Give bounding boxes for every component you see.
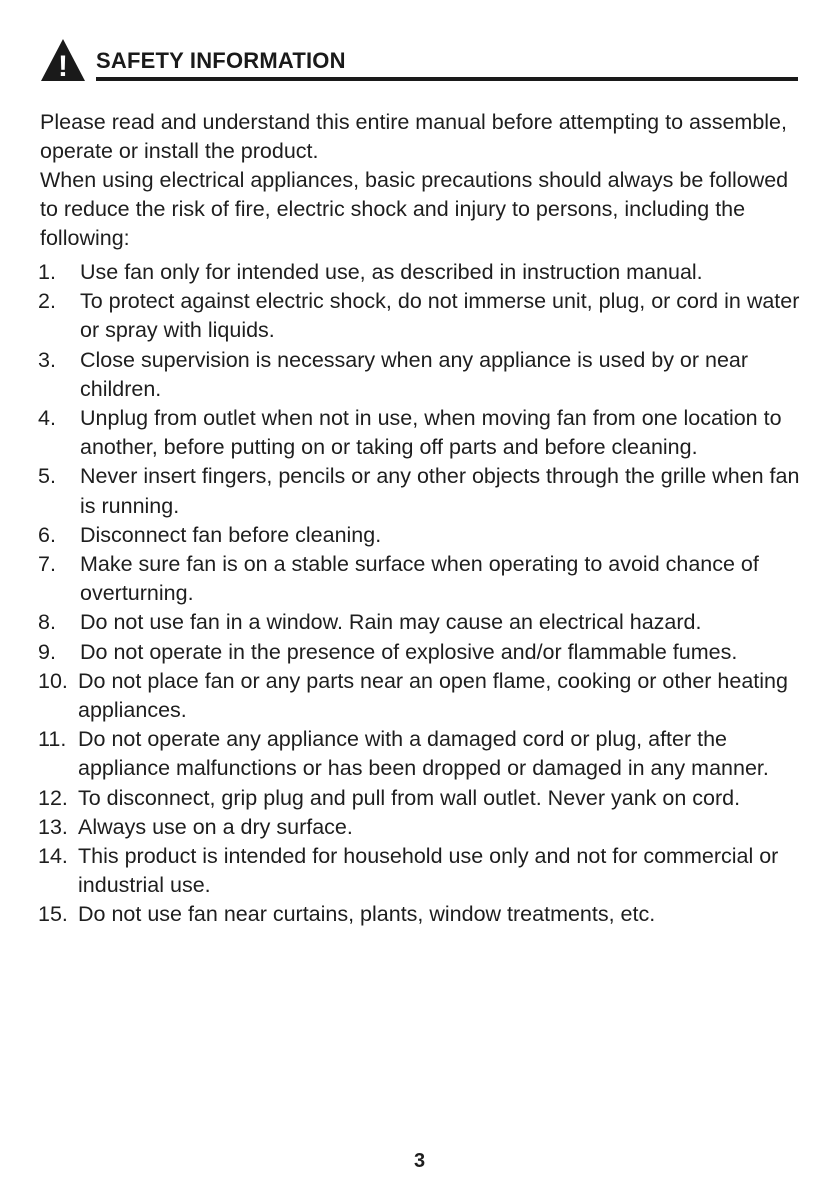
list-item-number: 8. — [38, 610, 56, 635]
section-title: SAFETY INFORMATION — [96, 48, 346, 73]
list-item-text: To protect against electric shock, do not immerse unit, plug, or cord in water or spray with liquids. — [80, 289, 800, 343]
list-item-text: Disconnect fan before cleaning. — [80, 522, 382, 547]
intro-paragraph-1: Please read and understand this entire manual before attempting to assemble, operate or install the product. — [40, 110, 787, 163]
intro-text — [40, 108, 810, 253]
list-item-text: Close supervision is necessary when any appliance is used by or near children. — [80, 347, 749, 401]
list-item — [38, 638, 813, 667]
title-underline — [96, 77, 798, 81]
intro-paragraph-2: When using electrical appliances, basic precautions should always be followed to reduce the risk of fire, electric shock and injury to persons, including the following: — [40, 168, 789, 250]
list-item — [38, 287, 813, 345]
list-item — [38, 346, 813, 404]
list-item-text: Unplug from outlet when not in use, when moving fan from one location to another, before putting on or taking off parts and before cleaning. — [80, 406, 782, 460]
list-item-number: 2. — [38, 289, 56, 314]
list-item — [38, 462, 813, 520]
list-item — [38, 667, 813, 725]
list-item-text: Always use on a dry surface. — [78, 814, 353, 839]
list-item-number: 11. — [38, 727, 67, 752]
section-header — [40, 38, 800, 84]
warning-glyph: ! — [58, 50, 68, 82]
list-item-text: Make sure fan is on a stable surface when operating to avoid chance of overturning. — [80, 552, 759, 606]
list-item-text: To disconnect, grip plug and pull from wall outlet. Never yank on cord. — [78, 785, 741, 810]
list-item-text: Do not use fan in a window. Rain may cause an electrical hazard. — [80, 610, 702, 635]
list-item — [38, 521, 813, 550]
list-item — [38, 784, 813, 813]
list-item — [38, 404, 813, 462]
list-item-number: 3. — [38, 347, 56, 372]
list-item-text: Do not place fan or any parts near an open flame, cooking or other heating appliances. — [78, 668, 788, 723]
list-item-number: 7. — [38, 552, 56, 577]
list-item-number: 4. — [38, 406, 56, 431]
warning-triangle-icon — [40, 38, 86, 82]
list-item-number: 13. — [38, 814, 68, 839]
list-item-text: Do not operate in the presence of explosive and/or flammable fumes. — [80, 639, 738, 664]
list-item-text: This product is intended for household use only and not for commercial or industrial use. — [78, 844, 779, 898]
safety-list — [38, 258, 813, 930]
list-item — [38, 900, 813, 929]
list-item — [38, 842, 813, 900]
list-item-number: 9. — [38, 639, 56, 664]
list-item-number: 10. — [38, 668, 68, 693]
list-item-number: 6. — [38, 522, 56, 547]
list-item — [38, 608, 813, 637]
list-item-number: 12. — [38, 785, 68, 810]
list-item-text: Do not operate any appliance with a damaged cord or plug, after the appliance malfunctions or has been dropped or damaged in any manner. — [78, 727, 769, 781]
list-item-text: Never insert fingers, pencils or any other objects through the grille when fan is running. — [80, 464, 800, 518]
list-item-text: Do not use fan near curtains, plants, window treatments, etc. — [78, 902, 656, 927]
list-item-number: 15. — [38, 902, 68, 927]
list-item — [38, 813, 813, 842]
list-item — [38, 725, 813, 783]
list-item-text: Use fan only for intended use, as described in instruction manual. — [80, 260, 703, 284]
list-item — [38, 550, 813, 608]
list-item-number: 5. — [38, 464, 56, 489]
list-item — [38, 258, 813, 287]
list-item-number: 1. — [38, 260, 56, 284]
list-item-number: 14. — [38, 844, 68, 869]
page-number: 3 — [413, 1150, 426, 1172]
